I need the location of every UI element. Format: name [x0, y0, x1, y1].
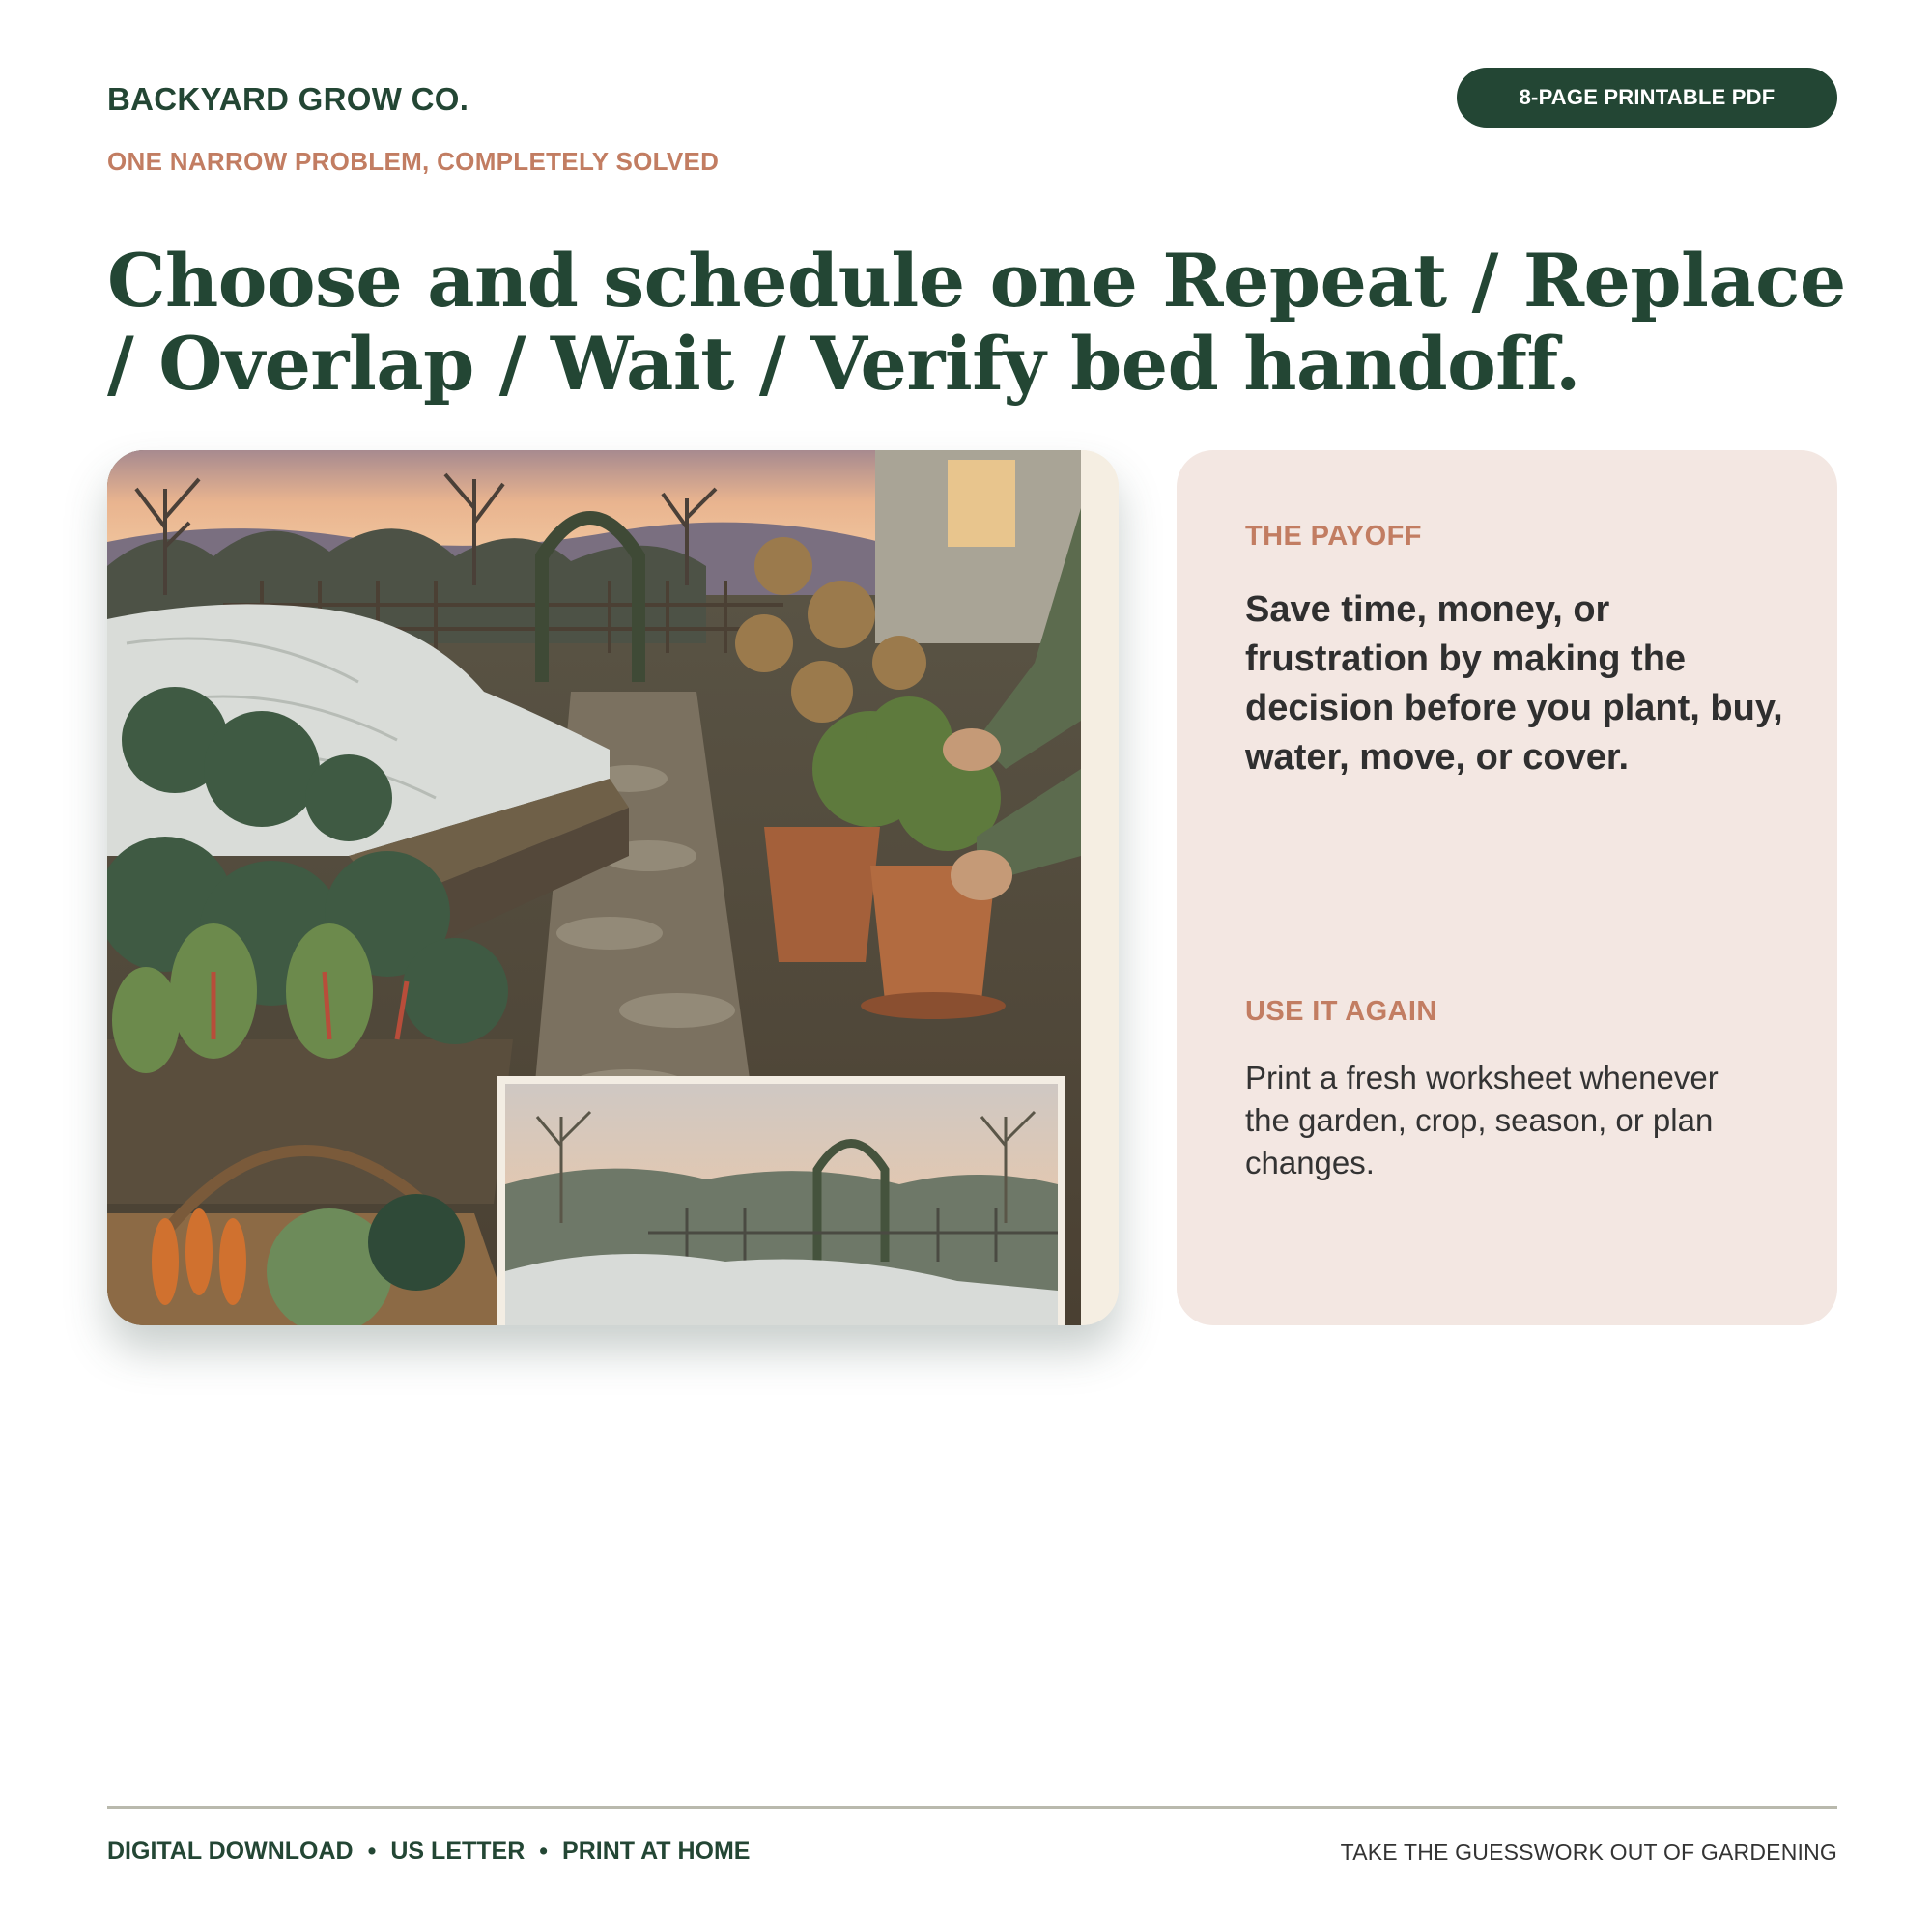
- payoff-text: Save time, money, or frustration by making the decision before you plant, buy, water, move, or cover.: [1245, 589, 1783, 778]
- footer-divider: [107, 1806, 1837, 1809]
- format-badge: 8-PAGE PRINTABLE PDF: [1457, 68, 1837, 128]
- inset-illustration: [497, 1076, 1065, 1325]
- brand-name: BACKYARD GROW CO.: [107, 81, 469, 117]
- payoff-label: THE PAYOFF: [1245, 521, 1422, 552]
- footer-item-print-at-home: PRINT AT HOME: [562, 1837, 751, 1864]
- footer-separator: •: [367, 1837, 377, 1864]
- tagline: ONE NARROW PROBLEM, COMPLETELY SOLVED: [107, 147, 720, 176]
- footer-item-us-letter: US LETTER: [390, 1837, 526, 1864]
- footer-item-digital-download: DIGITAL DOWNLOAD: [107, 1837, 354, 1864]
- footer-features: [107, 1837, 750, 1865]
- payoff-card: [1177, 450, 1837, 1325]
- use-again-text: Print a fresh worksheet whenever the garden, crop, season, or plan changes.: [1245, 1060, 1719, 1180]
- headline: Choose and schedule one Repeat / Replace / Overlap / Wait / Verify bed handoff.: [107, 238, 1846, 407]
- use-again-label: USE IT AGAIN: [1245, 996, 1437, 1027]
- garden-illustration: [107, 450, 1119, 1325]
- footer-slogan: TAKE THE GUESSWORK OUT OF GARDENING: [1340, 1839, 1837, 1864]
- footer-separator: •: [539, 1837, 549, 1864]
